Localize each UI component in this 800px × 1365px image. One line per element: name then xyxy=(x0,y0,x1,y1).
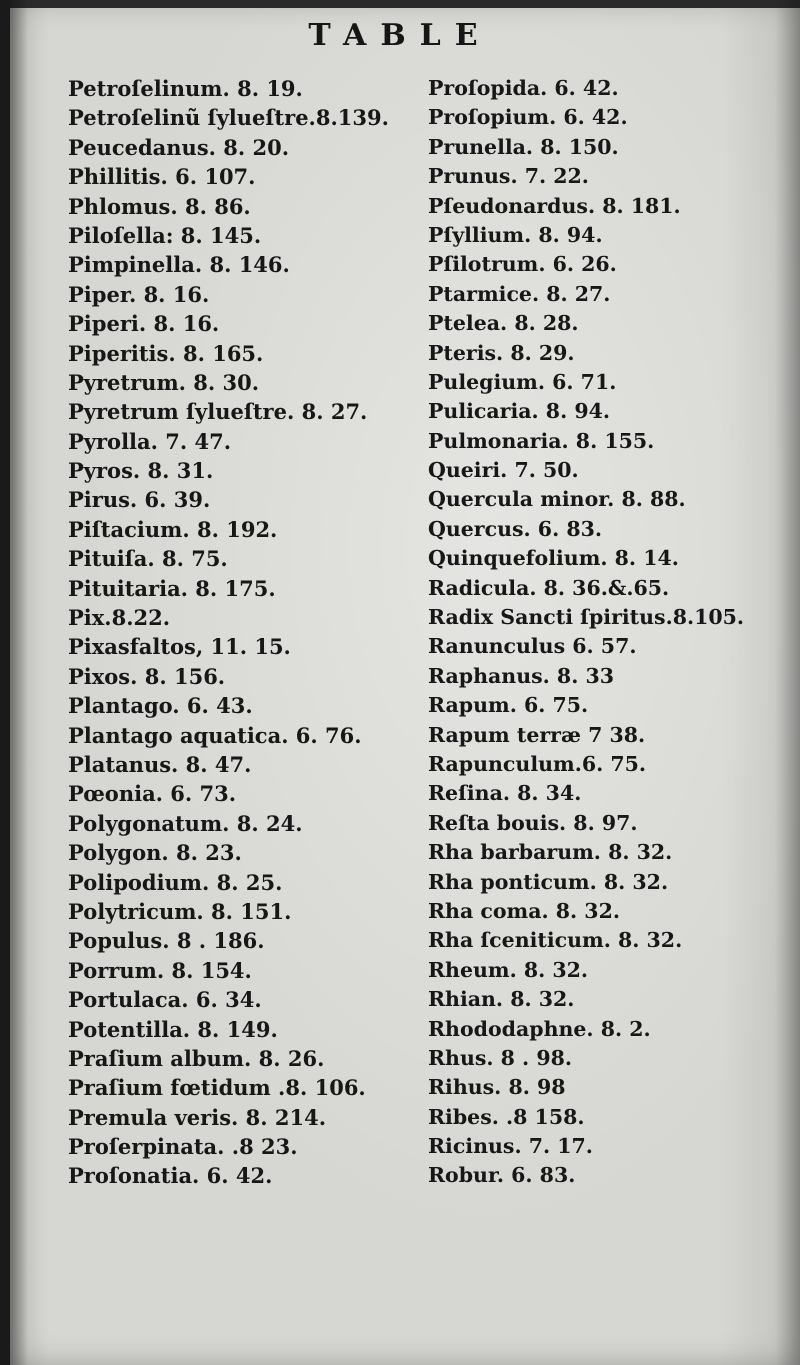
index-entry: Quinquefolium. 8. 14. xyxy=(428,546,679,571)
index-entry: Ricinus. 7. 17. xyxy=(428,1134,593,1159)
index-entry: Reſina. 8. 34. xyxy=(428,781,582,806)
index-entry: Ranunculus 6. 57. xyxy=(428,634,637,659)
index-entry: Ptelea. 8. 28. xyxy=(428,311,579,336)
index-entry: Pixasfaltos, 11. 15. xyxy=(68,634,291,660)
index-entry: Platanus. 8. 47. xyxy=(68,751,252,777)
index-entry: Portulaca. 6. 34. xyxy=(68,987,262,1013)
index-entry: Raphanus. 8. 33 xyxy=(428,663,615,688)
index-entry: Praſium album. 8. 26. xyxy=(68,1045,325,1071)
index-entry: Phlomus. 8. 86. xyxy=(68,193,251,219)
index-entry: Pulicaria. 8. 94. xyxy=(428,399,611,424)
index-entry: Pyretrum ſylueſtre. 8. 27. xyxy=(68,399,368,425)
index-entry: Pirus. 6. 39. xyxy=(68,487,211,513)
index-entry: Quercula minor. 8. 88. xyxy=(428,487,686,512)
index-column-left xyxy=(68,74,418,1191)
index-entry: Piſtacium. 8. 192. xyxy=(68,516,278,542)
index-entry: Piperi. 8. 16. xyxy=(68,311,220,337)
index-entry: Pulegium. 6. 71. xyxy=(428,369,617,394)
index-entry: Rapunculum.6. 75. xyxy=(428,751,647,776)
index-entry: Rapum. 6. 75. xyxy=(428,693,589,718)
index-entry: Proſopida. 6. 42. xyxy=(428,76,619,100)
index-entry: Premula veris. 8. 214. xyxy=(68,1104,327,1130)
index-entry: Pyrolla. 7. 47. xyxy=(68,428,232,454)
index-entry: Pyros. 8. 31. xyxy=(68,458,214,484)
index-entry: Pimpinella. 8. 146. xyxy=(68,252,290,278)
index-entry: Polygonatum. 8. 24. xyxy=(68,810,303,836)
index-entry: Pulmonaria. 8. 155. xyxy=(428,428,655,453)
index-entry: Ptarmice. 8. 27. xyxy=(428,281,611,306)
index-entry: Proſerpinata. .8 23. xyxy=(68,1134,298,1160)
index-entry: Queiri. 7. 50. xyxy=(428,458,579,483)
index-entry: Pituitaria. 8. 175. xyxy=(68,575,276,601)
index-entry: Polygon. 8. 23. xyxy=(68,840,242,866)
index-entry: Pœonia. 6. 73. xyxy=(68,781,237,807)
index-entry: Plantago aquatica. 6. 76. xyxy=(68,722,362,748)
index-entry: Porrum. 8. 154. xyxy=(68,957,252,983)
index-entry: Quercus. 6. 83. xyxy=(428,516,603,541)
index-column-right xyxy=(428,74,793,1191)
index-entry: Polytricum. 8. 151. xyxy=(68,898,292,924)
index-entry: Pſyllium. 8. 94. xyxy=(428,222,603,247)
index-entry: Pix.8.22. xyxy=(68,605,171,631)
index-entry: Pteris. 8. 29. xyxy=(428,340,575,365)
index-entry: Piper. 8. 16. xyxy=(68,281,210,307)
index-entry: Reſta bouis. 8. 97. xyxy=(428,810,638,835)
index-entry: Pſeudonardus. 8. 181. xyxy=(428,193,681,218)
index-entry: Radix Sancti ſpiritus.8.105. xyxy=(428,605,745,630)
index-entry: Proſopium. 6. 42. xyxy=(428,105,628,130)
page-top-edge xyxy=(10,0,800,8)
index-entry: Peucedanus. 8. 20. xyxy=(68,134,290,160)
index-entry: Proſonatia. 6. 42. xyxy=(68,1163,273,1189)
index-entry: Rapum terræ 7 38. xyxy=(428,722,646,747)
index-entry: Rihus. 8. 98 xyxy=(428,1075,566,1100)
index-entry: Robur. 6. 83. xyxy=(428,1163,576,1188)
index-entry: Rheum. 8. 32. xyxy=(428,957,589,982)
index-entry: Plantago. 6. 43. xyxy=(68,693,253,719)
index-entry: Populus. 8 . 186. xyxy=(68,928,265,954)
index-entry: Phillitis. 6. 107. xyxy=(68,164,256,190)
index-entry: Prunella. 8. 150. xyxy=(428,134,619,159)
index-entry: Rhus. 8 . 98. xyxy=(428,1045,573,1070)
index-entry: Rhian. 8. 32. xyxy=(428,987,575,1012)
index-entry: Pixos. 8. 156. xyxy=(68,663,226,689)
index-entry: Potentilla. 8. 149. xyxy=(68,1016,278,1042)
index-entry: Ribes. .8 158. xyxy=(428,1104,585,1129)
index-entry: Polipodium. 8. 25. xyxy=(68,869,283,895)
binding-shadow xyxy=(10,0,28,1365)
index-entry: Piloſella: 8. 145. xyxy=(68,222,262,248)
index-entry: Pſilotrum. 6. 26. xyxy=(428,252,617,277)
index-entry: Pyretrum. 8. 30. xyxy=(68,369,260,395)
index-entry: Pituiſa. 8. 75. xyxy=(68,546,228,572)
index-entry: Rha barbarum. 8. 32. xyxy=(428,840,673,865)
index-entry: Prunus. 7. 22. xyxy=(428,164,589,189)
index-entry: Rha coma. 8. 32. xyxy=(428,898,620,923)
index-entry: Petroſelinũ ſylueſtre.8.139. xyxy=(68,105,389,131)
index-entry: Rha ponticum. 8. 32. xyxy=(428,869,669,894)
index-entry: Rhododaphne. 8. 2. xyxy=(428,1016,651,1041)
index-entry: Praſium fœtidum .8. 106. xyxy=(68,1075,366,1101)
index-entry: Rha ſceniticum. 8. 32. xyxy=(428,928,683,953)
index-entry: Radicula. 8. 36.&.65. xyxy=(428,575,670,600)
index-entry: Piperitis. 8. 165. xyxy=(68,340,264,366)
index-entry: Petroſelinum. 8. 19. xyxy=(68,76,303,101)
page-title: TABLE xyxy=(308,18,492,53)
